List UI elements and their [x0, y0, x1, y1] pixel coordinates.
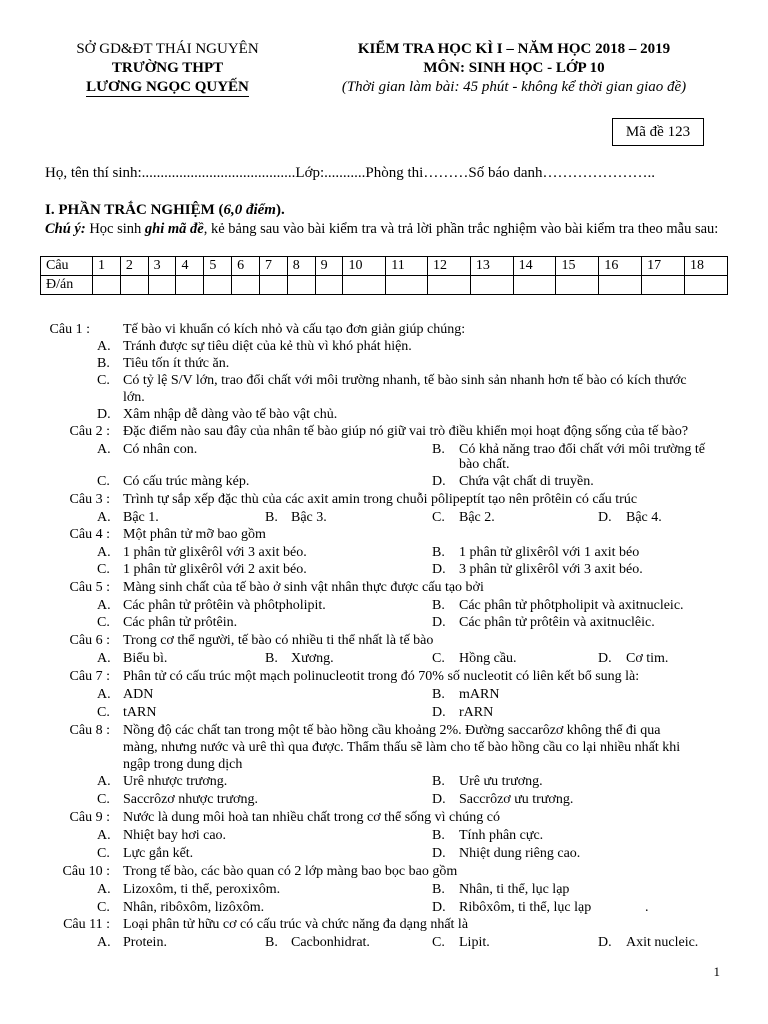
section-note: Chú ý: Học sinh ghi mã đề, kẻ bảng sau vào bài kiểm tra và trả lời phần trắc nghiệm vào bài kiểm tra theo mẫu sau:: [45, 221, 719, 237]
option-label: C.: [432, 651, 445, 666]
option-label: D.: [432, 792, 446, 807]
option-text: Bậc 4.: [626, 510, 662, 525]
school-name-line1: TRƯỜNG THPT: [111, 60, 224, 76]
answer-number: 17: [642, 257, 685, 276]
option-text: Các phân tử phôtpholipit và axitnucleic.: [459, 598, 684, 613]
question-label: Câu 11 :: [63, 917, 110, 932]
option-label: A.: [97, 687, 111, 702]
question-text: Nồng độ các chất tan trong một tế bào hồng cầu khoảng 2%. Đường saccarôzơ không thể đi qua: [123, 723, 661, 738]
option-label: B.: [265, 935, 278, 950]
option-text: Hồng cầu.: [459, 651, 517, 666]
header-left-block: [40, 40, 295, 97]
question-text: Đặc điểm nào sau đây của nhân tế bào giúp nó giữ vai trò điều khiển mọi hoạt động sống của tế bào?: [123, 424, 689, 439]
answer-cell[interactable]: [232, 276, 260, 295]
department-name: SỞ GD&ĐT THÁI NGUYÊN: [76, 41, 259, 57]
option-label: A.: [97, 339, 111, 354]
exam-code-box: Mã đề 123: [612, 118, 704, 146]
answer-cell[interactable]: [287, 276, 315, 295]
note-label: Chú ý:: [45, 221, 86, 237]
option-label: C.: [97, 792, 110, 807]
option-label: A.: [97, 598, 111, 613]
question-label: Câu 3 :: [69, 492, 110, 507]
question-label: Câu 1 :: [49, 322, 90, 337]
option-text: Có nhân con.: [123, 442, 198, 457]
option-text: Xương.: [291, 651, 334, 666]
question-text: Nước là dung môi hoà tan nhiều chất trong cơ thể sống vì chúng có: [123, 810, 500, 825]
question-text: Một phân tử mỡ bao gồm: [123, 527, 266, 542]
question-label: Câu 7 :: [69, 669, 110, 684]
question-text: Màng sinh chất của tế bào ở sinh vật nhân thực được cấu tạo bởi: [123, 580, 484, 595]
option-label: B.: [432, 687, 445, 702]
option-text: Có cấu trúc màng kép.: [123, 474, 250, 489]
answer-cell[interactable]: [204, 276, 232, 295]
header-right-block: [300, 40, 728, 97]
option-label: D.: [598, 651, 612, 666]
option-label: C.: [432, 510, 445, 525]
option-text: 1 phân tử glixêrôl với 2 axit béo.: [123, 562, 307, 577]
option-label: B.: [432, 828, 445, 843]
question-text-continued: ngập trong dung dịch: [123, 757, 243, 772]
option-label: A.: [97, 510, 111, 525]
question-text: Trong tế bào, các bào quan có 2 lớp màng bao bọc bao gồm: [123, 864, 458, 879]
option-label: B.: [432, 774, 445, 789]
option-text: ADN: [123, 687, 154, 702]
option-text: Protein.: [123, 935, 167, 950]
option-text-continued: lớn.: [123, 390, 145, 405]
answer-number: 13: [470, 257, 513, 276]
option-text: rARN: [459, 705, 494, 720]
answer-number: 1: [93, 257, 121, 276]
option-label: D.: [432, 900, 446, 915]
option-text: Bậc 2.: [459, 510, 495, 525]
option-label: C.: [97, 615, 110, 630]
option-text: mARN: [459, 687, 500, 702]
question-label: Câu 5 :: [69, 580, 110, 595]
answer-number: 7: [259, 257, 287, 276]
answer-table-header-row: [41, 257, 728, 276]
answer-cell[interactable]: [120, 276, 148, 295]
option-text: Tính phân cực.: [459, 828, 544, 843]
option-text-continued: .: [645, 900, 649, 915]
question-label: Câu 10 :: [62, 864, 110, 879]
option-text: Có khả năng trao đổi chất với môi trường tế: [459, 442, 705, 457]
time-note: (Thời gian làm bài: 45 phút - không kể thời gian giao đề): [341, 79, 687, 95]
option-label: D.: [97, 407, 111, 422]
option-label: D.: [432, 474, 446, 489]
option-label: D.: [598, 935, 612, 950]
answer-cell[interactable]: [93, 276, 121, 295]
section-title: I. PHẦN TRẮC NGHIỆM (6,0 điểm).: [45, 202, 285, 218]
option-label: B.: [432, 598, 445, 613]
option-text: Lực gắn kết.: [123, 846, 194, 861]
option-text: Tránh được sự tiêu diệt của kẻ thù vì khó phát hiện.: [123, 339, 412, 354]
option-label: D.: [598, 510, 612, 525]
option-label: A.: [97, 882, 111, 897]
option-label: A.: [97, 651, 111, 666]
option-label: B.: [432, 545, 445, 560]
option-text: Nhiệt bay hơi cao.: [123, 828, 227, 843]
option-text: Tiêu tốn ít thức ăn.: [123, 356, 230, 371]
option-label: B.: [265, 651, 278, 666]
answer-number: 5: [204, 257, 232, 276]
question-text: Trong cơ thể người, tế bào có nhiều ti thể nhất là tế bào: [123, 633, 434, 648]
question-text: Phân tử có cấu trúc một mạch polinucleotit trong đó 70% số nucleotit có liên kết bổ sung là:: [123, 669, 640, 684]
option-text: Cacbonhidrat.: [291, 935, 370, 950]
answer-number: 10: [343, 257, 386, 276]
option-label: A.: [97, 774, 111, 789]
option-text: Ribôxôm, ti thể, lục lạp: [459, 900, 592, 915]
answer-number: 18: [684, 257, 727, 276]
option-text: Bậc 3.: [291, 510, 327, 525]
answer-number: 4: [176, 257, 204, 276]
question-text: Tế bào vi khuẩn có kích nhỏ và cấu tạo đơn giản giúp chúng:: [123, 322, 466, 337]
option-label: A.: [97, 828, 111, 843]
answer-number: 6: [232, 257, 260, 276]
option-label: A.: [97, 935, 111, 950]
option-text: Saccrôzơ nhược trương.: [123, 792, 258, 807]
answer-cell[interactable]: [176, 276, 204, 295]
question-label: Câu 9 :: [69, 810, 110, 825]
option-text: Các phân tử prôtêin và axitnuclêic.: [459, 615, 655, 630]
answer-cell[interactable]: [599, 276, 642, 295]
question-label: Câu 2 :: [69, 424, 110, 439]
option-label: C.: [97, 373, 110, 388]
question-label: Câu 4 :: [69, 527, 110, 542]
question-text-continued: màng, nhưng nước và urê thì qua được. Thẩm thấu sẽ làm cho tế bào hồng cầu co lại nhiều nhất khi: [123, 740, 681, 755]
option-text: tARN: [123, 705, 157, 720]
option-text: Urê nhược trương.: [123, 774, 228, 789]
option-label: B.: [432, 882, 445, 897]
student-info-line: Họ, tên thí sinh:.........................................Lớp:...........Phòng thi………Số báo danh…………………..: [45, 165, 656, 181]
school-name-line2: LƯƠNG NGỌC QUYẾN: [86, 79, 249, 95]
answer-table-label: Đ/án: [41, 276, 93, 295]
question-label: Câu 8 :: [69, 723, 110, 738]
answer-number: 3: [148, 257, 176, 276]
subject-title: MÔN: SINH HỌC - LỚP 10: [423, 60, 605, 76]
answer-cell[interactable]: [556, 276, 599, 295]
option-text: Có tỷ lệ S/V lớn, trao đổi chất với môi trường nhanh, tế bào sinh sản nhanh hơn tế bào có kích thước: [123, 373, 687, 388]
option-text: 1 phân tử glixêrôl với 1 axit béo: [459, 545, 640, 560]
answer-table: [40, 256, 728, 295]
option-label: D.: [432, 562, 446, 577]
option-label: C.: [97, 474, 110, 489]
answer-table-answer-row: [41, 276, 728, 295]
exam-title: KIỂM TRA HỌC KÌ I – NĂM HỌC 2018 – 2019: [357, 41, 671, 57]
answer-number: 8: [287, 257, 315, 276]
answer-number: 15: [556, 257, 599, 276]
option-text-continued: bào chất.: [459, 457, 510, 472]
option-text: Biểu bì.: [123, 651, 168, 666]
option-text: Lizoxôm, ti thể, peroxixôm.: [123, 882, 281, 897]
option-text: Saccrôzơ ưu trương.: [459, 792, 574, 807]
option-text: Nhân, ti thể, lục lạp: [459, 882, 570, 897]
answer-number: 12: [428, 257, 471, 276]
answer-cell[interactable]: [470, 276, 513, 295]
option-text: 1 phân tử glixêrôl với 3 axit béo.: [123, 545, 307, 560]
note-emphasis: ghi mã đề: [144, 221, 204, 237]
answer-table-label: Câu: [41, 257, 93, 276]
option-label: B.: [97, 356, 110, 371]
answer-cell[interactable]: [259, 276, 287, 295]
option-label: C.: [432, 935, 445, 950]
option-label: B.: [432, 442, 445, 457]
option-label: A.: [97, 545, 111, 560]
option-label: B.: [265, 510, 278, 525]
option-text: Cơ tim.: [626, 651, 669, 666]
answer-cell[interactable]: [315, 276, 343, 295]
answer-number: 2: [120, 257, 148, 276]
option-text: Bậc 1.: [123, 510, 159, 525]
answer-cell[interactable]: [386, 276, 428, 295]
option-text: Lipit.: [459, 935, 490, 950]
question-text: Trình tự sắp xếp đặc thù của các axit amin trong chuỗi pôlipeptít tạo nên prôtêin có cấu trúc: [123, 492, 638, 507]
answer-cell[interactable]: [428, 276, 471, 295]
option-label: D.: [432, 615, 446, 630]
answer-cell[interactable]: [642, 276, 685, 295]
option-label: A.: [97, 442, 111, 457]
option-text: Chứa vật chất di truyền.: [459, 474, 594, 489]
option-text: Xâm nhập dễ dàng vào tế bào vật chủ.: [123, 407, 338, 422]
option-label: C.: [97, 846, 110, 861]
answer-number: 11: [386, 257, 428, 276]
question-text: Loại phân tử hữu cơ có cấu trúc và chức năng đa dạng nhất là: [123, 917, 469, 932]
option-label: C.: [97, 900, 110, 915]
answer-number: 14: [513, 257, 556, 276]
question-label: Câu 6 :: [69, 633, 110, 648]
answer-cell[interactable]: [513, 276, 556, 295]
answer-number: 9: [315, 257, 343, 276]
answer-cell[interactable]: [343, 276, 386, 295]
option-text: Các phân tử prôtêin.: [123, 615, 238, 630]
section-points: 6,0 điểm: [223, 202, 276, 218]
option-text: Axit nucleic.: [626, 935, 699, 950]
option-label: D.: [432, 846, 446, 861]
option-text: Nhiệt dung riêng cao.: [459, 846, 581, 861]
option-text: Urê ưu trương.: [459, 774, 543, 789]
option-text: Các phân tử prôtêin và phôtpholipit.: [123, 598, 326, 613]
answer-number: 16: [599, 257, 642, 276]
option-label: C.: [97, 562, 110, 577]
option-text: 3 phân tử glixêrôl với 3 axit béo.: [459, 562, 643, 577]
option-label: D.: [432, 705, 446, 720]
answer-cell[interactable]: [148, 276, 176, 295]
option-text: Nhân, ribôxôm, lizôxôm.: [123, 900, 265, 915]
page-number: 1: [713, 964, 720, 979]
answer-cell[interactable]: [684, 276, 727, 295]
option-label: C.: [97, 705, 110, 720]
